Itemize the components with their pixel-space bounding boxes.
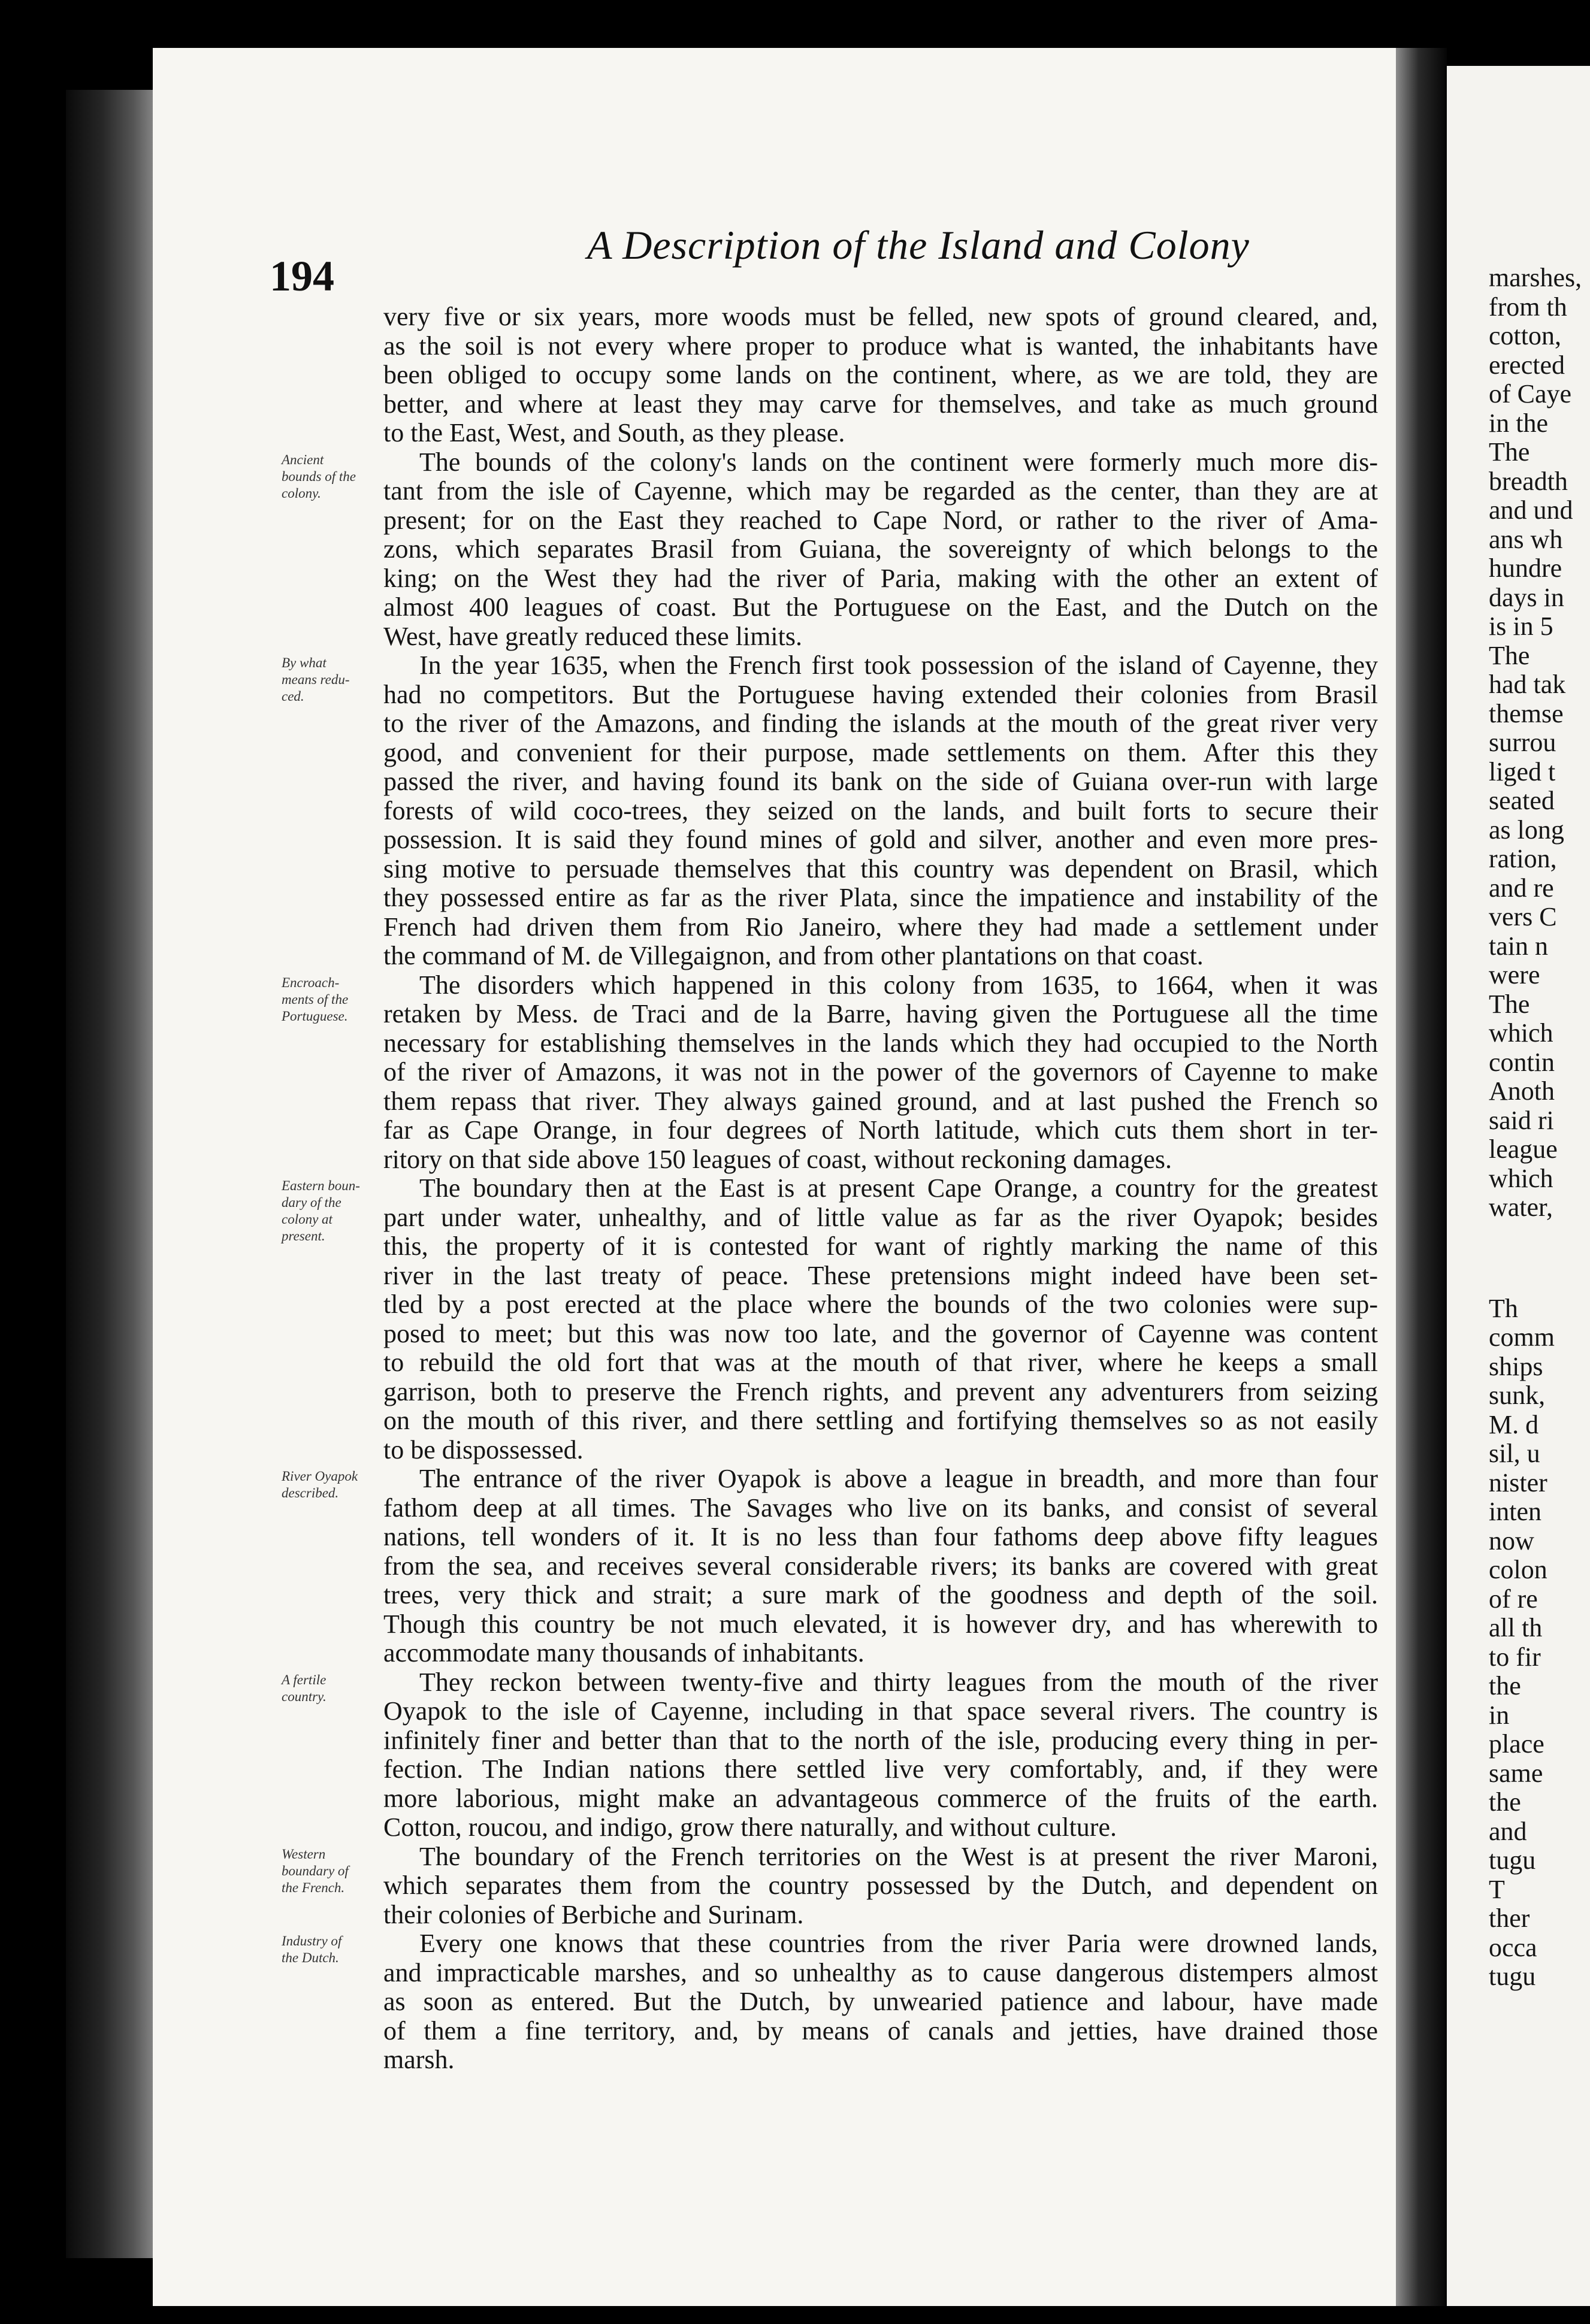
right-page-line: had tak: [1489, 670, 1566, 699]
margin-note: [282, 1933, 389, 1966]
right-page-line: all th: [1489, 1613, 1543, 1642]
text-line: their colonies of Berbiche and Surinam.: [383, 1900, 804, 1929]
right-page-line: which: [1489, 1163, 1553, 1193]
text-line: far as Cape Orange, in four degrees of North latitude, which cuts them short in ter-: [383, 1116, 1378, 1145]
text-line: king; on the West they had the river of Paria, making with the other an extent of: [383, 564, 1378, 593]
text-line: of them a fine territory, and, by means of canals and jetties, have drained those: [383, 2016, 1378, 2045]
text-line: Oyapok to the isle of Cayenne, including in that space several rivers. The country is: [383, 1697, 1378, 1726]
right-page-text: [1489, 264, 1590, 1992]
right-page-line: inten: [1489, 1497, 1541, 1526]
right-page-line: nister: [1489, 1467, 1547, 1497]
text-line: The boundary then at the East is at present Cape Orange, a country for the greatest: [419, 1174, 1378, 1203]
text-line: more laborious, might make an advantageous commerce of the fruits of the earth.: [383, 1784, 1378, 1813]
text-line: ritory on that side above 150 leagues of coast, without reckoning damages.: [383, 1145, 1172, 1174]
text-line: river in the last treaty of peace. These pretensions might indeed have been set-: [383, 1261, 1378, 1290]
text-line: Every one knows that these countries from the river Paria were drowned lands,: [419, 1929, 1378, 1958]
right-page-line: ans wh: [1489, 524, 1563, 554]
right-page-line: and: [1489, 1816, 1527, 1846]
right-page-line: erected: [1489, 350, 1565, 380]
right-page-line: cotton,: [1489, 321, 1561, 350]
right-page-line: breadth: [1489, 466, 1568, 496]
right-page-line: colon: [1489, 1555, 1547, 1584]
margin-note-line: colony at: [282, 1212, 332, 1227]
right-page-line: Th: [1489, 1293, 1518, 1323]
page-number: 194: [270, 252, 334, 300]
right-page-line: water,: [1489, 1193, 1553, 1222]
text-line: posed to meet; but this was now too late, and the governor of Cayenne was content: [383, 1319, 1378, 1348]
text-line: infinitely finer and better than that to the north of the isle, producing every thing in per-: [383, 1726, 1378, 1755]
margin-note: [282, 452, 389, 502]
body-text: [383, 302, 1378, 2075]
right-page-line: T: [1489, 1874, 1505, 1904]
margin-note-line: Encroach-: [282, 975, 340, 990]
margin-note-line: ments of the: [282, 991, 349, 1007]
right-page-line: marshes,: [1489, 263, 1582, 292]
text-line: They reckon between twenty-five and thirty leagues from the mouth of the river: [419, 1668, 1378, 1697]
right-page-line: place: [1489, 1729, 1544, 1759]
text-line: present; for on the East they reached to Cape Nord, or rather to the river of Ama-: [383, 506, 1378, 535]
right-page-line: from th: [1489, 292, 1567, 322]
margin-note-line: ced.: [282, 689, 304, 704]
text-line: which separates them from the country possessed by the Dutch, and dependent on: [383, 1871, 1378, 1900]
text-line: part under water, unhealthy, and of little value as far as the river Oyapok; besides: [383, 1203, 1378, 1232]
book-edge-shadow: [66, 90, 156, 2258]
text-line: garrison, both to preserve the French rights, and prevent any adventurers from seizing: [383, 1377, 1378, 1406]
right-page-line: said ri: [1489, 1105, 1554, 1135]
margin-note: [282, 1846, 389, 1896]
text-line: fathom deep at all times. The Savages who live on its banks, and consist of several: [383, 1493, 1378, 1523]
text-line: accommodate many thousands of inhabitants.: [383, 1639, 864, 1668]
margin-note-line: the Dutch.: [282, 1950, 339, 1965]
text-line: tled by a post erected at the place where the bounds of the two colonies were sup-: [383, 1290, 1378, 1319]
text-line: very five or six years, more woods must be felled, new spots of ground cleared, and,: [383, 302, 1378, 331]
text-line: as soon as entered. But the Dutch, by unwearied patience and labour, have made: [383, 1987, 1378, 2016]
margin-note: [282, 1178, 389, 1245]
text-line: to the river of the Amazons, and finding the islands at the mouth of the great river very: [383, 709, 1378, 738]
text-line: In the year 1635, when the French first took possession of the island of Cayenne, they: [419, 651, 1378, 680]
margin-note: [282, 1672, 389, 1705]
right-page-line: which: [1489, 1018, 1553, 1048]
right-page-line: and re: [1489, 873, 1554, 903]
text-line: tant from the isle of Cayenne, which may be regarded as the center, than they are at: [383, 477, 1378, 506]
right-page-line: were: [1489, 960, 1540, 989]
text-line: possession. It is said they found mines of gold and silver, another and even more pres-: [383, 825, 1378, 854]
right-page-line: sunk,: [1489, 1381, 1546, 1410]
margin-note: [282, 655, 389, 705]
right-page-line: of Caye: [1489, 379, 1572, 408]
text-line: retaken by Mess. de Traci and de la Barre, having given the Portuguese all the time: [383, 1000, 1378, 1028]
right-page-line: is in 5: [1489, 612, 1553, 641]
text-line: necessary for establishing themselves in the lands which they had occupied to the North: [383, 1028, 1378, 1058]
right-page-line: the: [1489, 1787, 1521, 1817]
right-page-line: liged t: [1489, 756, 1556, 786]
paragraph-gap: [1489, 1222, 1590, 1294]
text-line: fection. The Indian nations there settled live very comfortably, and, if they were: [383, 1755, 1378, 1784]
margin-note-line: Ancient: [282, 452, 324, 467]
margin-note-line: boundary of: [282, 1863, 349, 1878]
margin-note-line: By what: [282, 655, 327, 670]
running-head: A Description of the Island and Colony: [587, 222, 1250, 268]
right-page-line: comm: [1489, 1323, 1555, 1352]
text-line: The disorders which happened in this colony from 1635, to 1664, when it was: [419, 970, 1378, 1000]
text-line: Cotton, roucou, and indigo, grow there naturally, and without culture.: [383, 1813, 1117, 1842]
text-line: marsh.: [383, 2045, 455, 2074]
right-page-line: surrou: [1489, 728, 1556, 757]
text-line: Though this country be not much elevated, it is however dry, and has wherewith to: [383, 1609, 1378, 1639]
text-line: to rebuild the old fort that was at the mouth of that river, where he keeps a small: [383, 1348, 1378, 1377]
text-line: of the river of Amazons, it was not in the power of the governors of Cayenne to make: [383, 1058, 1378, 1087]
right-page-line: contin: [1489, 1047, 1555, 1077]
text-line: to be dispossessed.: [383, 1435, 584, 1464]
right-page-line: as long: [1489, 815, 1564, 845]
right-page-line: ships: [1489, 1351, 1543, 1381]
margin-note-line: Portuguese.: [282, 1008, 348, 1024]
right-page-line: tugu: [1489, 1962, 1536, 1991]
right-page-line: now: [1489, 1526, 1534, 1556]
margin-note-line: A fertile: [282, 1672, 327, 1687]
right-page-line: Anoth: [1489, 1076, 1555, 1106]
margin-note-line: the French.: [282, 1880, 345, 1895]
margin-note-line: country.: [282, 1688, 327, 1704]
text-line: the command of M. de Villegaignon, and from other plantations on that coast.: [383, 942, 1204, 970]
right-page-line: ration,: [1489, 844, 1557, 873]
margin-note-line: described.: [282, 1485, 339, 1500]
right-page-line: days in: [1489, 582, 1564, 612]
text-line: better, and where at least they may carve for themselves, and take as much ground: [383, 389, 1378, 419]
right-page-line: themse: [1489, 698, 1564, 728]
right-page-line: tain n: [1489, 931, 1548, 961]
right-page-line: in the: [1489, 408, 1548, 438]
text-line: as the soil is not every where proper to produce what is wanted, the inhabitants have: [383, 331, 1378, 361]
text-line: this, the property of it is contested for want of rightly marking the name of this: [383, 1232, 1378, 1261]
right-page-line: seated: [1489, 786, 1555, 815]
margin-note-line: Eastern boun-: [282, 1178, 360, 1193]
right-page-line: M. d: [1489, 1409, 1539, 1439]
right-page-line: vers C: [1489, 902, 1557, 931]
text-line: passed the river, and having found its bank on the side of Guiana over-run with large: [383, 767, 1378, 796]
right-page-line: ther: [1489, 1904, 1530, 1933]
right-page-line: to fir: [1489, 1642, 1541, 1672]
text-line: them repass that river. They always gained ground, and at last pushed the French so: [383, 1087, 1378, 1116]
text-line: zons, which separates Brasil from Guiana, the sovereignty of which belongs to the: [383, 535, 1378, 564]
right-page-line: hundre: [1489, 553, 1562, 583]
margin-note-line: means redu-: [282, 672, 350, 687]
margin-note-line: Western: [282, 1846, 326, 1862]
right-page-line: tugu: [1489, 1845, 1536, 1875]
text-line: been obliged to occupy some lands on the continent, where, as we are told, they are: [383, 361, 1378, 389]
right-page-line: the: [1489, 1671, 1521, 1700]
right-page-line: and und: [1489, 495, 1573, 525]
right-page-line: The: [1489, 640, 1530, 670]
right-page-line: in: [1489, 1700, 1510, 1730]
text-line: forests of wild coco-trees, they seized on the lands, and built forts to secure their: [383, 796, 1378, 825]
margin-note-line: present.: [282, 1228, 325, 1243]
right-page-line: of re: [1489, 1584, 1538, 1614]
right-page-line: same: [1489, 1758, 1543, 1788]
book-gutter: [1396, 48, 1447, 2306]
right-page-line: The: [1489, 989, 1530, 1019]
text-line: and impracticable marshes, and so unhealthy as to cause dangerous distempers almost: [383, 1958, 1378, 1987]
text-line: from the sea, and receives several considerable rivers; its banks are covered with great: [383, 1551, 1378, 1581]
margin-note-line: dary of the: [282, 1195, 341, 1210]
margin-note: [282, 1468, 389, 1502]
right-page-line: The: [1489, 437, 1530, 467]
margin-note: [282, 975, 389, 1025]
text-line: almost 400 leagues of coast. But the Portuguese on the East, and the Dutch on the: [383, 593, 1378, 622]
text-line: trees, very thick and strait; a sure mark of the goodness and depth of the soil.: [383, 1581, 1378, 1609]
text-line: on the mouth of this river, and there settling and fortifying themselves so as not easily: [383, 1406, 1378, 1435]
right-page-line: league: [1489, 1134, 1558, 1164]
right-page-fragment: [1447, 66, 1590, 2306]
margin-note-line: bounds of the: [282, 468, 356, 484]
right-page-line: sil, u: [1489, 1439, 1540, 1468]
text-line: good, and convenient for their purpose, made settlements on them. After this they: [383, 738, 1378, 767]
text-line: French had driven them from Rio Janeiro, where they had made a settlement under: [383, 912, 1378, 942]
text-line: sing motive to persuade themselves that this country was dependent on Brasil, which: [383, 854, 1378, 883]
right-page-line: occa: [1489, 1932, 1537, 1962]
text-line: to the East, West, and South, as they please.: [383, 419, 845, 447]
text-line: The entrance of the river Oyapok is above a league in breadth, and more than four: [419, 1464, 1378, 1493]
text-line: they possessed entire as far as the river Plata, since the impatience and instability of the: [383, 883, 1378, 912]
margin-note-line: River Oyapok: [282, 1469, 358, 1484]
margin-note-line: colony.: [282, 485, 321, 501]
text-line: The bounds of the colony's lands on the continent were formerly much more dis-: [419, 447, 1378, 477]
margin-note-line: Industry of: [282, 1933, 342, 1948]
text-line: nations, tell wonders of it. It is no less than four fathoms deep above fifty leagues: [383, 1523, 1378, 1551]
text-line: had no competitors. But the Portuguese having extended their colonies from Brasil: [383, 680, 1378, 709]
text-line: West, have greatly reduced these limits.: [383, 622, 802, 651]
text-line: The boundary of the French territories on the West is at present the river Maroni,: [419, 1842, 1378, 1871]
